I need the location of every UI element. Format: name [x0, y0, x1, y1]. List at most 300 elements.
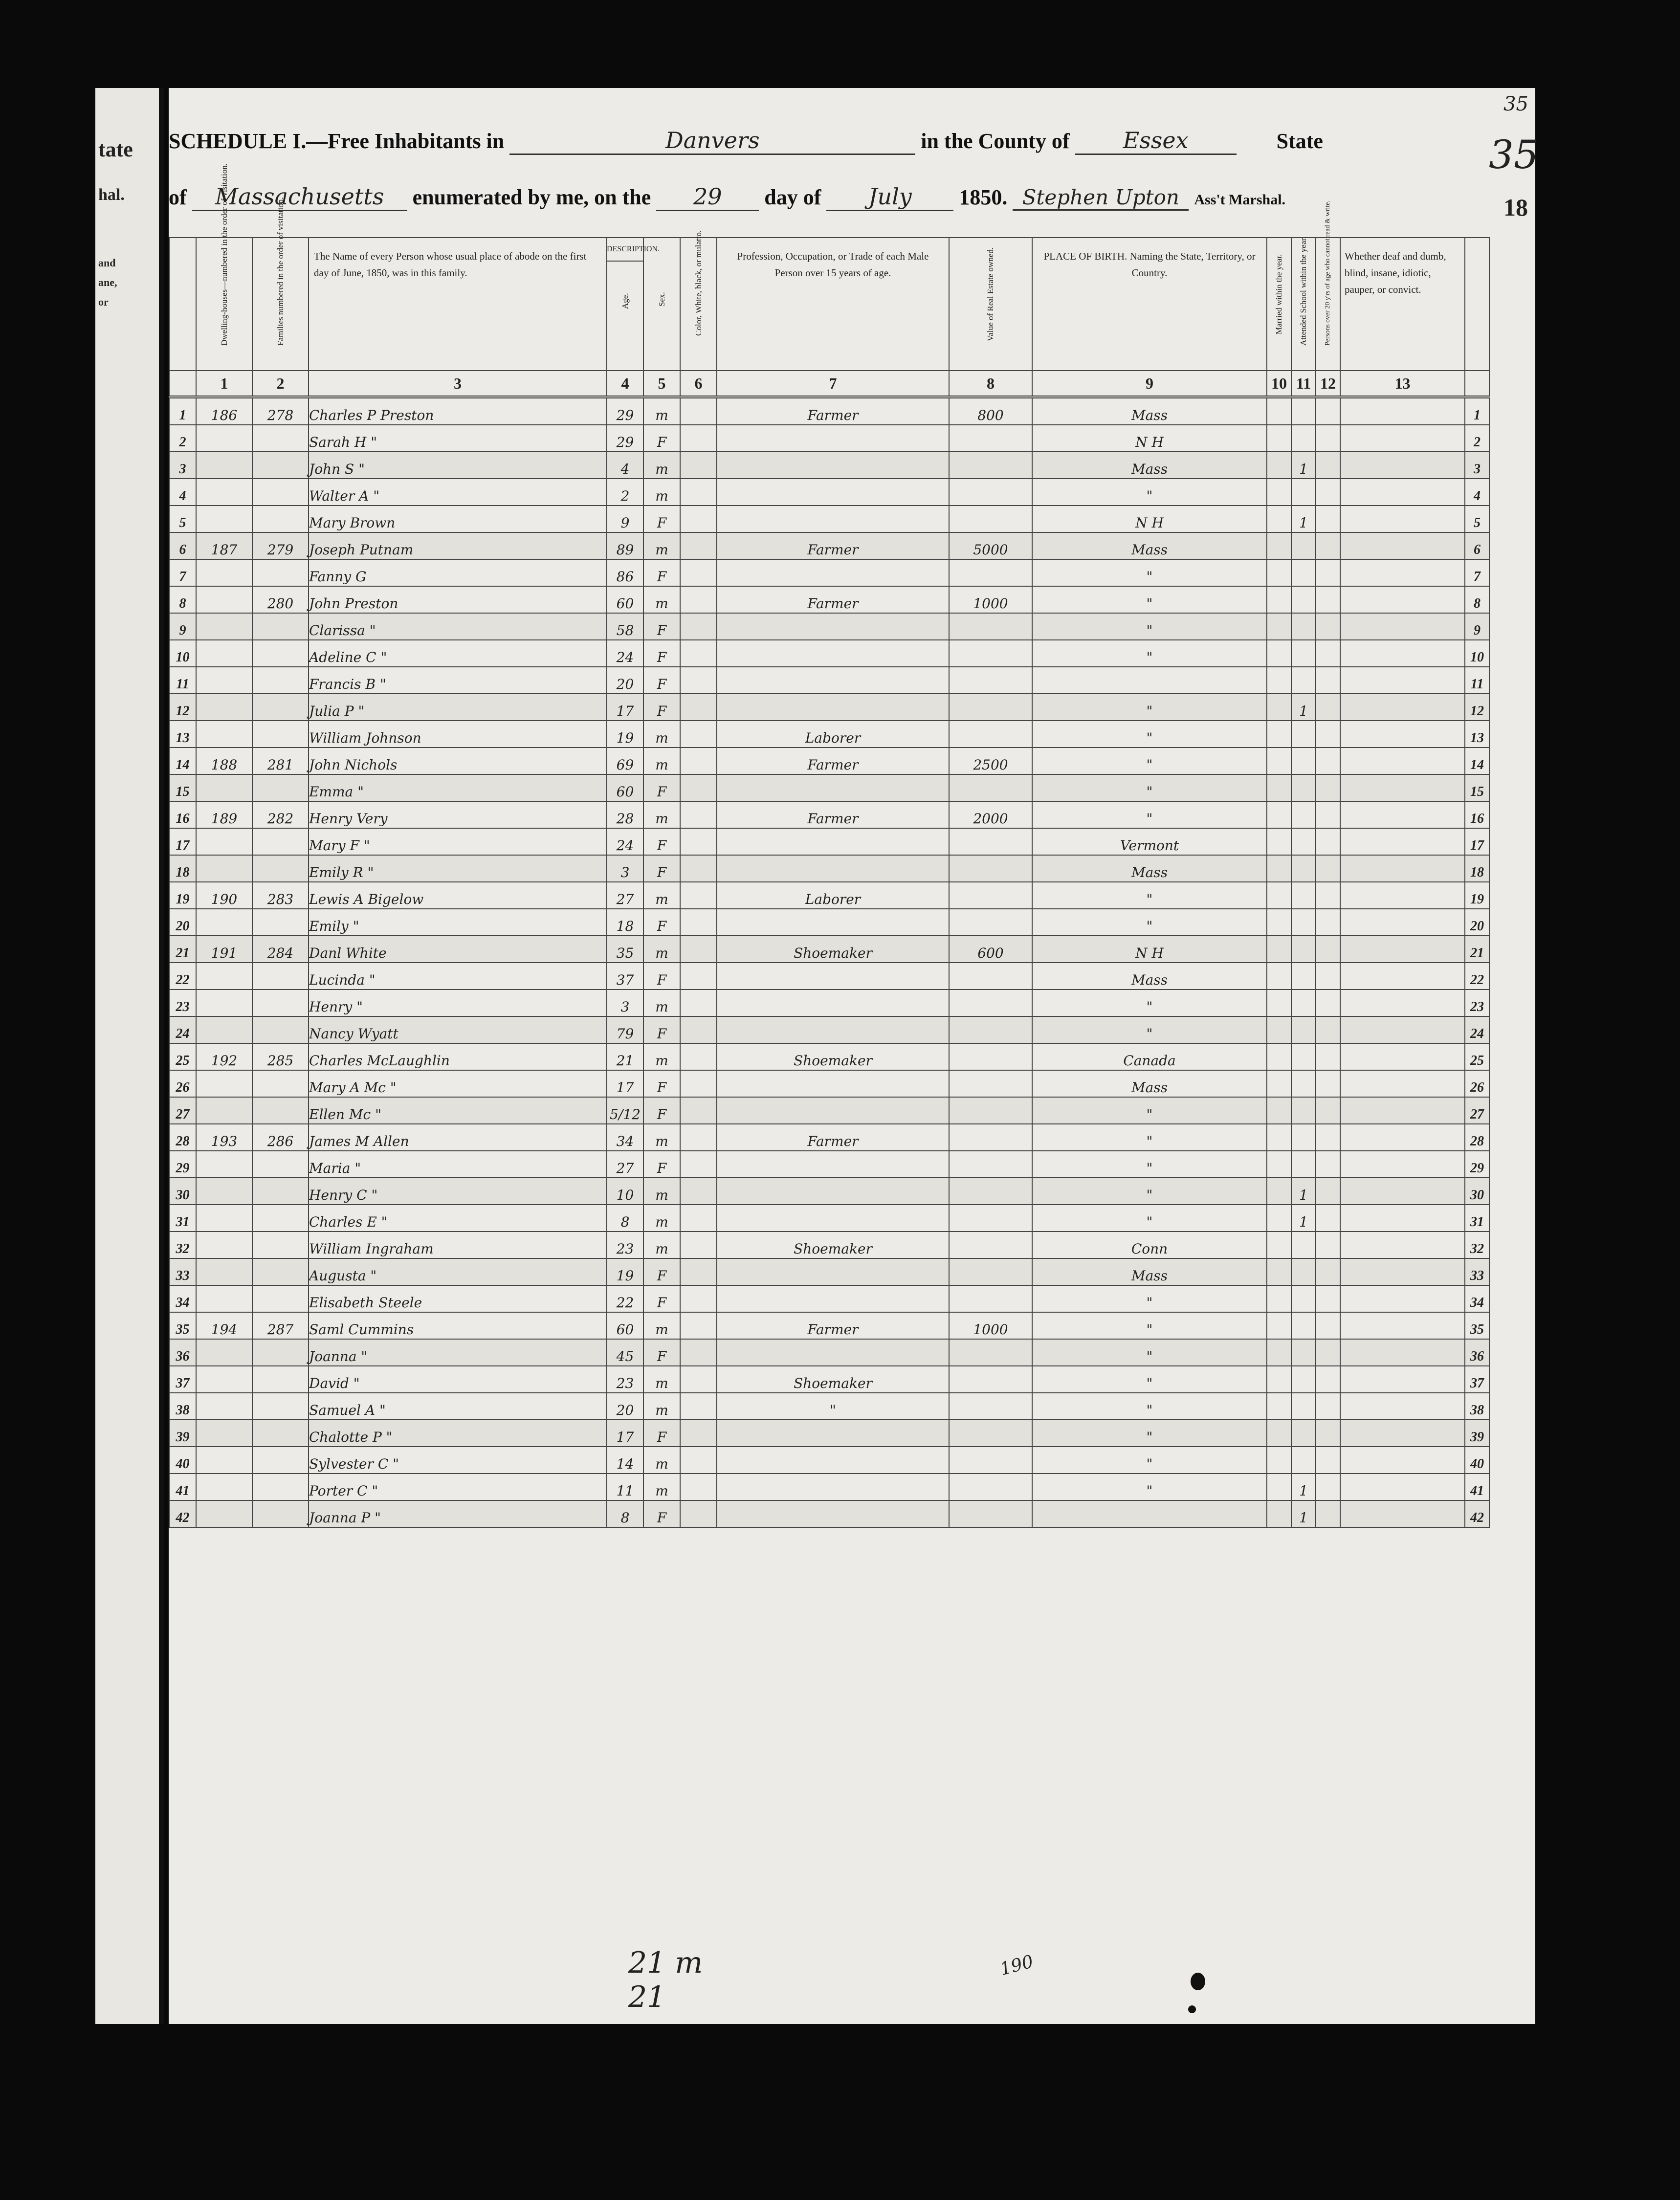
condition-note [1340, 748, 1465, 774]
census-row [169, 1393, 1489, 1420]
family-number: 282 [252, 801, 309, 828]
person-occupation: Farmer [717, 1312, 949, 1339]
dwelling-number [196, 1232, 252, 1258]
dwelling-number [196, 667, 252, 694]
birthplace: N H [1032, 936, 1267, 963]
married-mark [1267, 882, 1291, 909]
col-line-spacer [169, 238, 196, 371]
ink-blot [1188, 2005, 1196, 2013]
married-mark [1267, 694, 1291, 721]
column-number: 7 [717, 371, 949, 397]
dwelling-number [196, 1285, 252, 1312]
person-age: 27 [607, 882, 643, 909]
line-number: 15 [169, 774, 196, 801]
line-number-right: 2 [1465, 425, 1489, 452]
family-number [252, 1232, 309, 1258]
person-sex: F [643, 425, 680, 452]
family-number [252, 425, 309, 452]
illiterate-mark [1316, 1285, 1340, 1312]
dwelling-number: 192 [196, 1043, 252, 1070]
family-number [252, 694, 309, 721]
condition-note [1340, 1016, 1465, 1043]
married-mark [1267, 801, 1291, 828]
birthplace: " [1032, 1285, 1267, 1312]
margin-fragment: tate [98, 137, 133, 161]
line-number: 23 [169, 990, 196, 1016]
person-age: 3 [607, 990, 643, 1016]
school-mark [1291, 936, 1316, 963]
dwelling-number [196, 1178, 252, 1205]
column-number: 12 [1316, 371, 1340, 397]
person-age: 10 [607, 1178, 643, 1205]
person-occupation [717, 1474, 949, 1500]
condition-note [1340, 882, 1465, 909]
person-occupation: Farmer [717, 586, 949, 613]
person-occupation [717, 479, 949, 506]
married-mark [1267, 828, 1291, 855]
school-mark [1291, 990, 1316, 1016]
birthplace: Vermont [1032, 828, 1267, 855]
school-mark: 1 [1291, 1500, 1316, 1527]
person-name: Samuel A " [309, 1393, 607, 1420]
line-number: 9 [169, 613, 196, 640]
condition-note [1340, 506, 1465, 532]
person-sex: F [643, 1500, 680, 1527]
person-color [680, 1447, 717, 1474]
line-number-right: 12 [1465, 694, 1489, 721]
line-number: 14 [169, 748, 196, 774]
birthplace: Conn [1032, 1232, 1267, 1258]
schedule-title-prefix: SCHEDULE I.—Free Inhabitants in [169, 129, 505, 153]
family-number [252, 909, 309, 936]
condition-note [1340, 1393, 1465, 1420]
person-age: 45 [607, 1339, 643, 1366]
person-occupation [717, 452, 949, 479]
person-age: 9 [607, 506, 643, 532]
person-sex: F [643, 506, 680, 532]
person-sex: m [643, 801, 680, 828]
birthplace: " [1032, 748, 1267, 774]
person-color [680, 506, 717, 532]
line-number-right: 9 [1465, 613, 1489, 640]
person-sex: m [643, 1043, 680, 1070]
person-occupation [717, 1339, 949, 1366]
line-number: 31 [169, 1205, 196, 1232]
dwelling-number [196, 1500, 252, 1527]
school-mark [1291, 1232, 1316, 1258]
page-stamp-small: 35 [1503, 93, 1528, 115]
condition-note [1340, 586, 1465, 613]
line-number: 34 [169, 1285, 196, 1312]
birthplace: Mass [1032, 397, 1267, 425]
school-mark [1291, 1285, 1316, 1312]
person-sex: m [643, 1232, 680, 1258]
person-occupation: Farmer [717, 748, 949, 774]
person-color [680, 479, 717, 506]
real-estate-value [949, 1447, 1032, 1474]
person-color [680, 882, 717, 909]
person-age: 19 [607, 721, 643, 748]
married-mark [1267, 963, 1291, 990]
census-row [169, 1474, 1489, 1500]
family-number [252, 506, 309, 532]
school-mark [1291, 1070, 1316, 1097]
married-mark [1267, 936, 1291, 963]
dwelling-number [196, 1339, 252, 1366]
person-color [680, 667, 717, 694]
person-occupation [717, 667, 949, 694]
census-row [169, 1043, 1489, 1070]
person-occupation [717, 1258, 949, 1285]
person-color [680, 1097, 717, 1124]
dwelling-number: 189 [196, 801, 252, 828]
school-mark [1291, 1258, 1316, 1285]
line-number: 41 [169, 1474, 196, 1500]
line-number-right: 5 [1465, 506, 1489, 532]
birthplace: " [1032, 774, 1267, 801]
school-mark [1291, 1447, 1316, 1474]
line-number: 18 [169, 855, 196, 882]
school-mark [1291, 801, 1316, 828]
real-estate-value: 2500 [949, 748, 1032, 774]
real-estate-value [949, 1232, 1032, 1258]
line-number: 4 [169, 479, 196, 506]
person-age: 4 [607, 452, 643, 479]
person-color [680, 640, 717, 667]
census-row [169, 1016, 1489, 1043]
illiterate-mark [1316, 882, 1340, 909]
family-number: 281 [252, 748, 309, 774]
person-age: 8 [607, 1500, 643, 1527]
condition-note [1340, 1070, 1465, 1097]
margin-fragment: ane, [98, 276, 117, 288]
column-number: 2 [252, 371, 309, 397]
school-mark [1291, 640, 1316, 667]
birthplace: " [1032, 1097, 1267, 1124]
condition-note [1340, 694, 1465, 721]
condition-note [1340, 963, 1465, 990]
family-number [252, 613, 309, 640]
person-color [680, 397, 717, 425]
family-number: 285 [252, 1043, 309, 1070]
illiterate-mark [1316, 640, 1340, 667]
birthplace [1032, 667, 1267, 694]
census-row [169, 1366, 1489, 1393]
illiterate-mark [1316, 1151, 1340, 1178]
census-row [169, 1232, 1489, 1258]
line-number-right: 19 [1465, 882, 1489, 909]
person-age: 69 [607, 748, 643, 774]
married-mark [1267, 1178, 1291, 1205]
person-sex: m [643, 397, 680, 425]
birthplace: " [1032, 1474, 1267, 1500]
school-mark [1291, 721, 1316, 748]
married-mark [1267, 1258, 1291, 1285]
line-number-right: 30 [1465, 1178, 1489, 1205]
real-estate-value [949, 1097, 1032, 1124]
condition-note [1340, 1474, 1465, 1500]
condition-note [1340, 1447, 1465, 1474]
line-number-right: 20 [1465, 909, 1489, 936]
line-number: 25 [169, 1043, 196, 1070]
person-age: 2 [607, 479, 643, 506]
col-sex-header: Sex. [643, 238, 680, 371]
person-occupation [717, 1178, 949, 1205]
married-mark [1267, 1339, 1291, 1366]
census-row [169, 425, 1489, 452]
line-number: 17 [169, 828, 196, 855]
person-age: 3 [607, 855, 643, 882]
married-mark [1267, 1016, 1291, 1043]
school-mark [1291, 1151, 1316, 1178]
line-number: 24 [169, 1016, 196, 1043]
illiterate-mark [1316, 1312, 1340, 1339]
col-married-header: Married within the year. [1267, 238, 1291, 371]
person-name: Chalotte P " [309, 1420, 607, 1447]
line-number: 37 [169, 1366, 196, 1393]
family-number [252, 1474, 309, 1500]
person-sex: m [643, 990, 680, 1016]
person-occupation [717, 425, 949, 452]
enumeration-line [169, 183, 1285, 211]
line-number-right: 34 [1465, 1285, 1489, 1312]
real-estate-value [949, 909, 1032, 936]
line-number-right: 26 [1465, 1070, 1489, 1097]
real-estate-value [949, 828, 1032, 855]
condition-note [1340, 1258, 1465, 1285]
birthplace: Canada [1032, 1043, 1267, 1070]
illiterate-mark [1316, 990, 1340, 1016]
person-occupation [717, 506, 949, 532]
col-dwelling-header: Dwelling-houses—numbered in the order of visitation. [196, 238, 252, 371]
person-sex: m [643, 479, 680, 506]
person-name: Sarah H " [309, 425, 607, 452]
person-name: Mary Brown [309, 506, 607, 532]
condition-note [1340, 397, 1465, 425]
person-occupation [717, 1205, 949, 1232]
person-age: 34 [607, 1124, 643, 1151]
enumerated-label: enumerated by me, on the [412, 185, 651, 209]
family-number [252, 1151, 309, 1178]
real-estate-value [949, 613, 1032, 640]
birthplace: " [1032, 1420, 1267, 1447]
line-number-right: 41 [1465, 1474, 1489, 1500]
person-age: 24 [607, 640, 643, 667]
person-color [680, 1178, 717, 1205]
person-name: Emily " [309, 909, 607, 936]
person-sex: F [643, 963, 680, 990]
col-occupation-header: Profession, Occupation, or Trade of each Male Person over 15 years of age. [717, 238, 949, 371]
person-sex: m [643, 586, 680, 613]
married-mark [1267, 479, 1291, 506]
line-number: 28 [169, 1124, 196, 1151]
illiterate-mark [1316, 425, 1340, 452]
line-number-right: 24 [1465, 1016, 1489, 1043]
person-color [680, 748, 717, 774]
census-row [169, 963, 1489, 990]
person-color [680, 1312, 717, 1339]
birthplace: " [1032, 1124, 1267, 1151]
census-row [169, 1339, 1489, 1366]
census-row [169, 586, 1489, 613]
person-occupation: Farmer [717, 397, 949, 425]
person-occupation [717, 1447, 949, 1474]
person-name: Walter A " [309, 479, 607, 506]
married-mark [1267, 721, 1291, 748]
illiterate-mark [1316, 586, 1340, 613]
dwelling-number: 191 [196, 936, 252, 963]
person-sex: F [643, 774, 680, 801]
family-number [252, 774, 309, 801]
census-row [169, 1447, 1489, 1474]
person-name: John Preston [309, 586, 607, 613]
family-number [252, 1366, 309, 1393]
line-number-right: 16 [1465, 801, 1489, 828]
school-mark [1291, 479, 1316, 506]
place-field: Danvers [509, 127, 915, 155]
condition-note [1340, 1285, 1465, 1312]
line-number-right: 6 [1465, 532, 1489, 559]
person-age: 89 [607, 532, 643, 559]
condition-note [1340, 532, 1465, 559]
illiterate-mark [1316, 1258, 1340, 1285]
condition-note [1340, 1178, 1465, 1205]
real-estate-value [949, 1420, 1032, 1447]
illiterate-mark [1316, 506, 1340, 532]
illiterate-mark [1316, 855, 1340, 882]
person-color [680, 909, 717, 936]
person-color [680, 855, 717, 882]
dwelling-number [196, 1070, 252, 1097]
person-name: Emily R " [309, 855, 607, 882]
col-school-header: Attended School within the year. [1291, 238, 1316, 371]
birthplace: " [1032, 586, 1267, 613]
line-number: 7 [169, 559, 196, 586]
school-mark [1291, 613, 1316, 640]
school-mark: 1 [1291, 1205, 1316, 1232]
school-mark [1291, 855, 1316, 882]
person-color [680, 1070, 717, 1097]
line-number-right: 37 [1465, 1366, 1489, 1393]
family-number [252, 559, 309, 586]
married-mark [1267, 1393, 1291, 1420]
real-estate-value [949, 667, 1032, 694]
illiterate-mark [1316, 559, 1340, 586]
tally-female: 21 [628, 1980, 666, 2014]
person-sex: F [643, 1097, 680, 1124]
person-age: 27 [607, 1151, 643, 1178]
previous-page-margin [95, 88, 164, 2024]
person-color [680, 963, 717, 990]
census-row [169, 1258, 1489, 1285]
person-name: John Nichols [309, 748, 607, 774]
dwelling-number [196, 613, 252, 640]
real-estate-value [949, 1178, 1032, 1205]
real-estate-value [949, 479, 1032, 506]
person-sex: F [643, 1420, 680, 1447]
birthplace: " [1032, 1151, 1267, 1178]
person-name: Clarissa " [309, 613, 607, 640]
birthplace: " [1032, 1178, 1267, 1205]
of-label: of [169, 185, 187, 209]
condition-note [1340, 425, 1465, 452]
column-number-row [169, 371, 1489, 397]
family-number [252, 990, 309, 1016]
person-color [680, 936, 717, 963]
person-occupation: Shoemaker [717, 1043, 949, 1070]
census-row [169, 559, 1489, 586]
person-occupation [717, 1097, 949, 1124]
family-number [252, 963, 309, 990]
illiterate-mark [1316, 774, 1340, 801]
person-age: 37 [607, 963, 643, 990]
person-sex: F [643, 828, 680, 855]
illiterate-mark [1316, 452, 1340, 479]
dwelling-number [196, 479, 252, 506]
school-mark [1291, 963, 1316, 990]
dwelling-number [196, 1205, 252, 1232]
family-number [252, 1447, 309, 1474]
line-number: 42 [169, 1500, 196, 1527]
person-age: 29 [607, 425, 643, 452]
person-sex: F [643, 694, 680, 721]
birthplace: " [1032, 640, 1267, 667]
family-number [252, 1097, 309, 1124]
person-age: 17 [607, 1070, 643, 1097]
person-occupation: Laborer [717, 882, 949, 909]
school-mark: 1 [1291, 694, 1316, 721]
condition-note [1340, 1151, 1465, 1178]
dwelling-number [196, 1447, 252, 1474]
line-number: 33 [169, 1258, 196, 1285]
condition-note [1340, 909, 1465, 936]
dwelling-number [196, 1097, 252, 1124]
column-number: 13 [1340, 371, 1465, 397]
person-sex: m [643, 1205, 680, 1232]
married-mark [1267, 640, 1291, 667]
person-occupation [717, 963, 949, 990]
birthplace: Mass [1032, 452, 1267, 479]
person-name: William Johnson [309, 721, 607, 748]
person-name: Nancy Wyatt [309, 1016, 607, 1043]
person-age: 35 [607, 936, 643, 963]
school-mark: 1 [1291, 1474, 1316, 1500]
person-color [680, 1016, 717, 1043]
schedule-title [169, 127, 1323, 155]
tally-note: 190 [997, 1951, 1036, 1980]
person-sex: m [643, 1474, 680, 1500]
illiterate-mark [1316, 1474, 1340, 1500]
person-name: Danl White [309, 936, 607, 963]
condition-note [1340, 1043, 1465, 1070]
school-mark: 1 [1291, 452, 1316, 479]
person-color [680, 1474, 717, 1500]
county-label: in the County of [921, 129, 1070, 153]
illiterate-mark [1316, 748, 1340, 774]
dwelling-number [196, 1258, 252, 1285]
census-row [169, 748, 1489, 774]
line-number: 36 [169, 1339, 196, 1366]
line-number-right: 4 [1465, 479, 1489, 506]
family-number [252, 1393, 309, 1420]
person-color [680, 990, 717, 1016]
line-number: 5 [169, 506, 196, 532]
married-mark [1267, 1312, 1291, 1339]
line-number: 26 [169, 1070, 196, 1097]
census-row [169, 882, 1489, 909]
census-row [169, 721, 1489, 748]
line-number: 12 [169, 694, 196, 721]
